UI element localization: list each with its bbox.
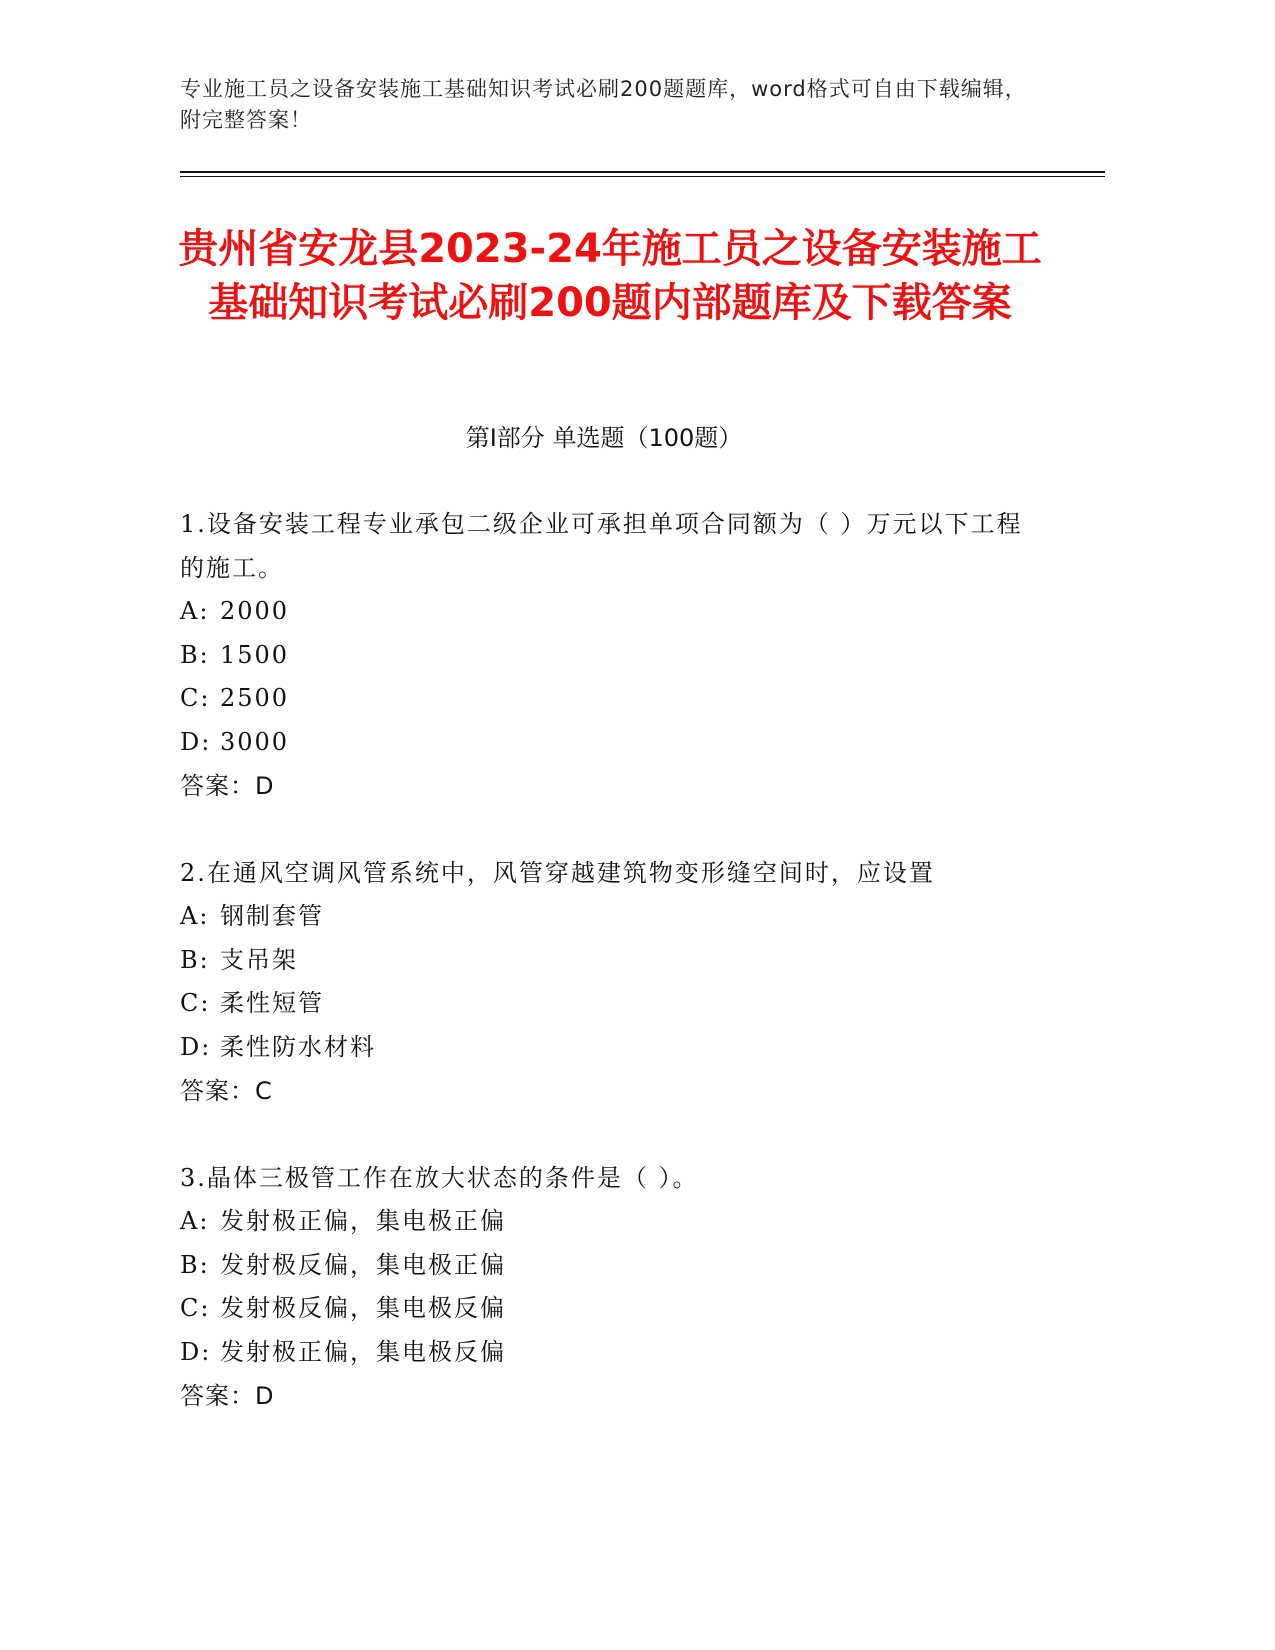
question-stem: 3.晶体三极管工作在放大状态的条件是（ ）。 (180, 1164, 699, 1192)
option-letter: C: (180, 989, 211, 1017)
option-b (180, 1244, 1040, 1288)
option-text: 发射极反偏，集电极反偏 (220, 1294, 506, 1322)
question-stem: 2.在通风空调风管系统中，风管穿越建筑物变形缝空间时，应设置 (180, 859, 935, 887)
answer: 答案：C (180, 1077, 273, 1105)
answer: 答案：D (180, 1382, 275, 1410)
header-rule-thick (180, 171, 1105, 173)
header-note: 专业施工员之设备安装施工基础知识考试必刷200题题库，word格式可自由下载编辑，附完整答案！ (180, 77, 1027, 132)
option-b (180, 939, 1040, 983)
option-text: 发射极反偏，集电极正偏 (220, 1250, 506, 1279)
question-2 (180, 851, 1040, 1113)
document-title: 贵州省安龙县2023-24年施工员之设备安装施工基础知识考试必刷200题内部题库及下载答案 (178, 226, 1042, 326)
option-text: 柔性防水材料 (220, 1032, 376, 1061)
option-letter: D: (180, 1337, 212, 1366)
option-a (180, 895, 1040, 939)
option-c (180, 1287, 1040, 1331)
option-letter: B: (180, 640, 210, 669)
option-letter: C: (180, 1294, 211, 1322)
option-letter: B: (180, 1250, 210, 1279)
option-text: 2500 (220, 684, 290, 712)
option-letter: D: (180, 727, 212, 756)
section-heading: 第I部分 单选题（100题） (465, 424, 743, 452)
option-d (180, 1331, 1040, 1375)
option-b (180, 634, 1040, 678)
option-text: 2000 (220, 597, 290, 625)
question-stem: 1.设备安装工程专业承包二级企业可承担单项合同额为（ ）万元以下工程的施工。 (180, 510, 1023, 582)
option-a (180, 1200, 1040, 1244)
answer: 答案：D (180, 772, 275, 800)
option-text: 1500 (220, 640, 290, 669)
option-text: 发射极正偏，集电极正偏 (220, 1207, 506, 1235)
option-d (180, 721, 1040, 765)
option-letter: A: (180, 1207, 210, 1235)
question-1 (180, 502, 1040, 808)
option-letter: D: (180, 1032, 212, 1061)
option-c (180, 677, 1040, 721)
option-letter: C: (180, 684, 211, 712)
option-text: 发射极正偏，集电极反偏 (220, 1337, 506, 1366)
option-letter: A: (180, 902, 210, 930)
option-text: 支吊架 (220, 945, 298, 974)
option-text: 柔性短管 (220, 989, 324, 1017)
question-3 (180, 1156, 1040, 1418)
header-rule-thin (180, 176, 1105, 177)
option-text: 3000 (220, 727, 290, 756)
option-c (180, 982, 1040, 1026)
option-a (180, 590, 1040, 634)
option-letter: A: (180, 597, 210, 625)
option-d (180, 1026, 1040, 1070)
option-text: 钢制套管 (220, 902, 324, 930)
option-letter: B: (180, 945, 210, 974)
